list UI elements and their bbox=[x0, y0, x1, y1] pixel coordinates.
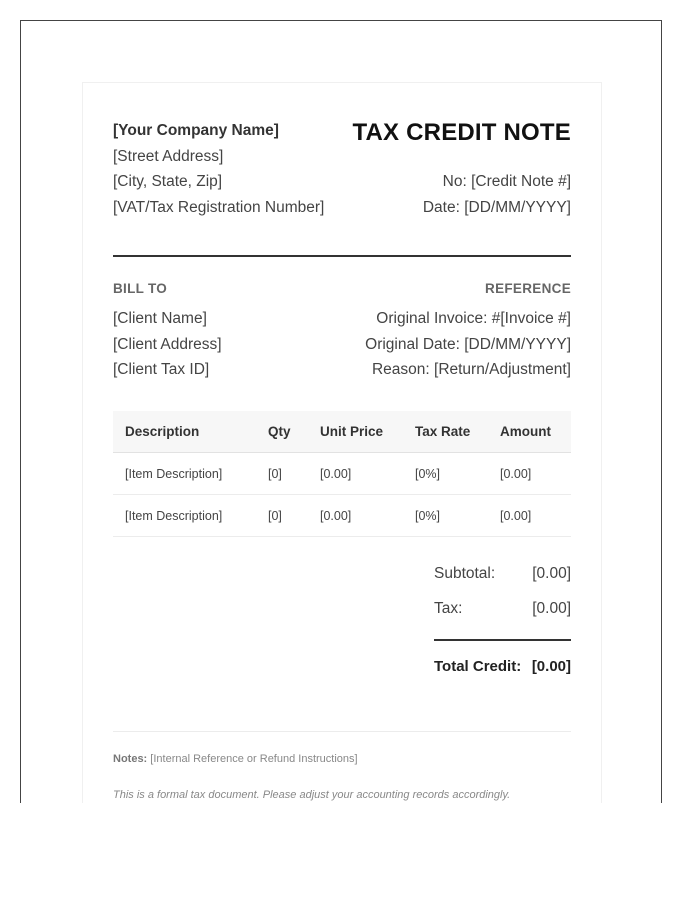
subtotal-row bbox=[434, 564, 571, 599]
company-street: [Street Address] bbox=[113, 147, 224, 165]
totals-divider bbox=[434, 639, 571, 641]
notes-label: Notes: bbox=[113, 753, 148, 765]
header-divider bbox=[113, 255, 571, 257]
cell-tax-rate: [0%] bbox=[403, 495, 488, 537]
tax-value: [0.00] bbox=[532, 600, 571, 617]
notes bbox=[113, 753, 358, 765]
cell-qty: [0] bbox=[256, 453, 308, 495]
company-vat-number: [VAT/Tax Registration Number] bbox=[113, 198, 325, 216]
totals-block bbox=[434, 564, 571, 677]
subtotal-value: [0.00] bbox=[532, 565, 571, 582]
notes-text: [Internal Reference or Refund Instructions] bbox=[150, 753, 358, 765]
column-header-qty: Qty bbox=[256, 411, 308, 453]
disclaimer: This is a formal tax document. Please adjust your accounting records accordingly. bbox=[113, 789, 511, 801]
company-city: [City, State, Zip] bbox=[113, 173, 223, 190]
cell-description: [Item Description] bbox=[113, 453, 256, 495]
credit-reason: Reason: [Return/Adjustment] bbox=[371, 361, 571, 378]
footer-divider bbox=[113, 731, 571, 732]
tax-row bbox=[434, 599, 571, 634]
table-row bbox=[113, 453, 571, 495]
original-date: Original Date: [DD/MM/YYYY] bbox=[365, 335, 571, 353]
total-credit-value: [0.00] bbox=[531, 658, 571, 675]
reference-section bbox=[365, 280, 571, 383]
table-row bbox=[113, 495, 571, 537]
bill-to-section bbox=[113, 280, 222, 383]
cell-amount: [0.00] bbox=[488, 453, 571, 495]
viewer-frame bbox=[20, 20, 662, 803]
tax-label: Tax: bbox=[434, 600, 463, 617]
credit-note-number: No: [Credit Note #] bbox=[442, 173, 571, 190]
cell-tax-rate: [0%] bbox=[403, 453, 488, 495]
document-meta bbox=[423, 169, 571, 221]
client-tax-id: [Client Tax ID] bbox=[113, 361, 210, 378]
total-credit-row bbox=[434, 657, 571, 677]
column-header-description: Description bbox=[113, 411, 256, 453]
column-header-amount: Amount bbox=[488, 411, 571, 453]
cell-qty: [0] bbox=[256, 495, 308, 537]
client-address: [Client Address] bbox=[113, 335, 222, 353]
column-header-tax-rate: Tax Rate bbox=[403, 411, 488, 453]
original-invoice: Original Invoice: #[Invoice #] bbox=[376, 310, 571, 327]
document-title: TAX CREDIT NOTE bbox=[352, 119, 571, 146]
table-header-row bbox=[113, 411, 571, 453]
bill-to-label: BILL TO bbox=[113, 281, 168, 296]
subtotal-label: Subtotal: bbox=[434, 565, 496, 582]
reference-label: REFERENCE bbox=[485, 281, 571, 296]
cell-description: [Item Description] bbox=[113, 495, 256, 537]
company-info bbox=[113, 118, 324, 220]
total-credit-label: Total Credit: bbox=[434, 658, 522, 675]
cell-unit-price: [0.00] bbox=[308, 453, 403, 495]
credit-note-date: Date: [DD/MM/YYYY] bbox=[422, 199, 571, 216]
line-items-table bbox=[113, 411, 571, 537]
company-name: [Your Company Name] bbox=[113, 122, 279, 139]
cell-amount: [0.00] bbox=[488, 495, 571, 537]
cell-unit-price: [0.00] bbox=[308, 495, 403, 537]
column-header-unit-price: Unit Price bbox=[308, 411, 403, 453]
client-name: [Client Name] bbox=[113, 310, 207, 327]
credit-note-page bbox=[82, 82, 602, 803]
